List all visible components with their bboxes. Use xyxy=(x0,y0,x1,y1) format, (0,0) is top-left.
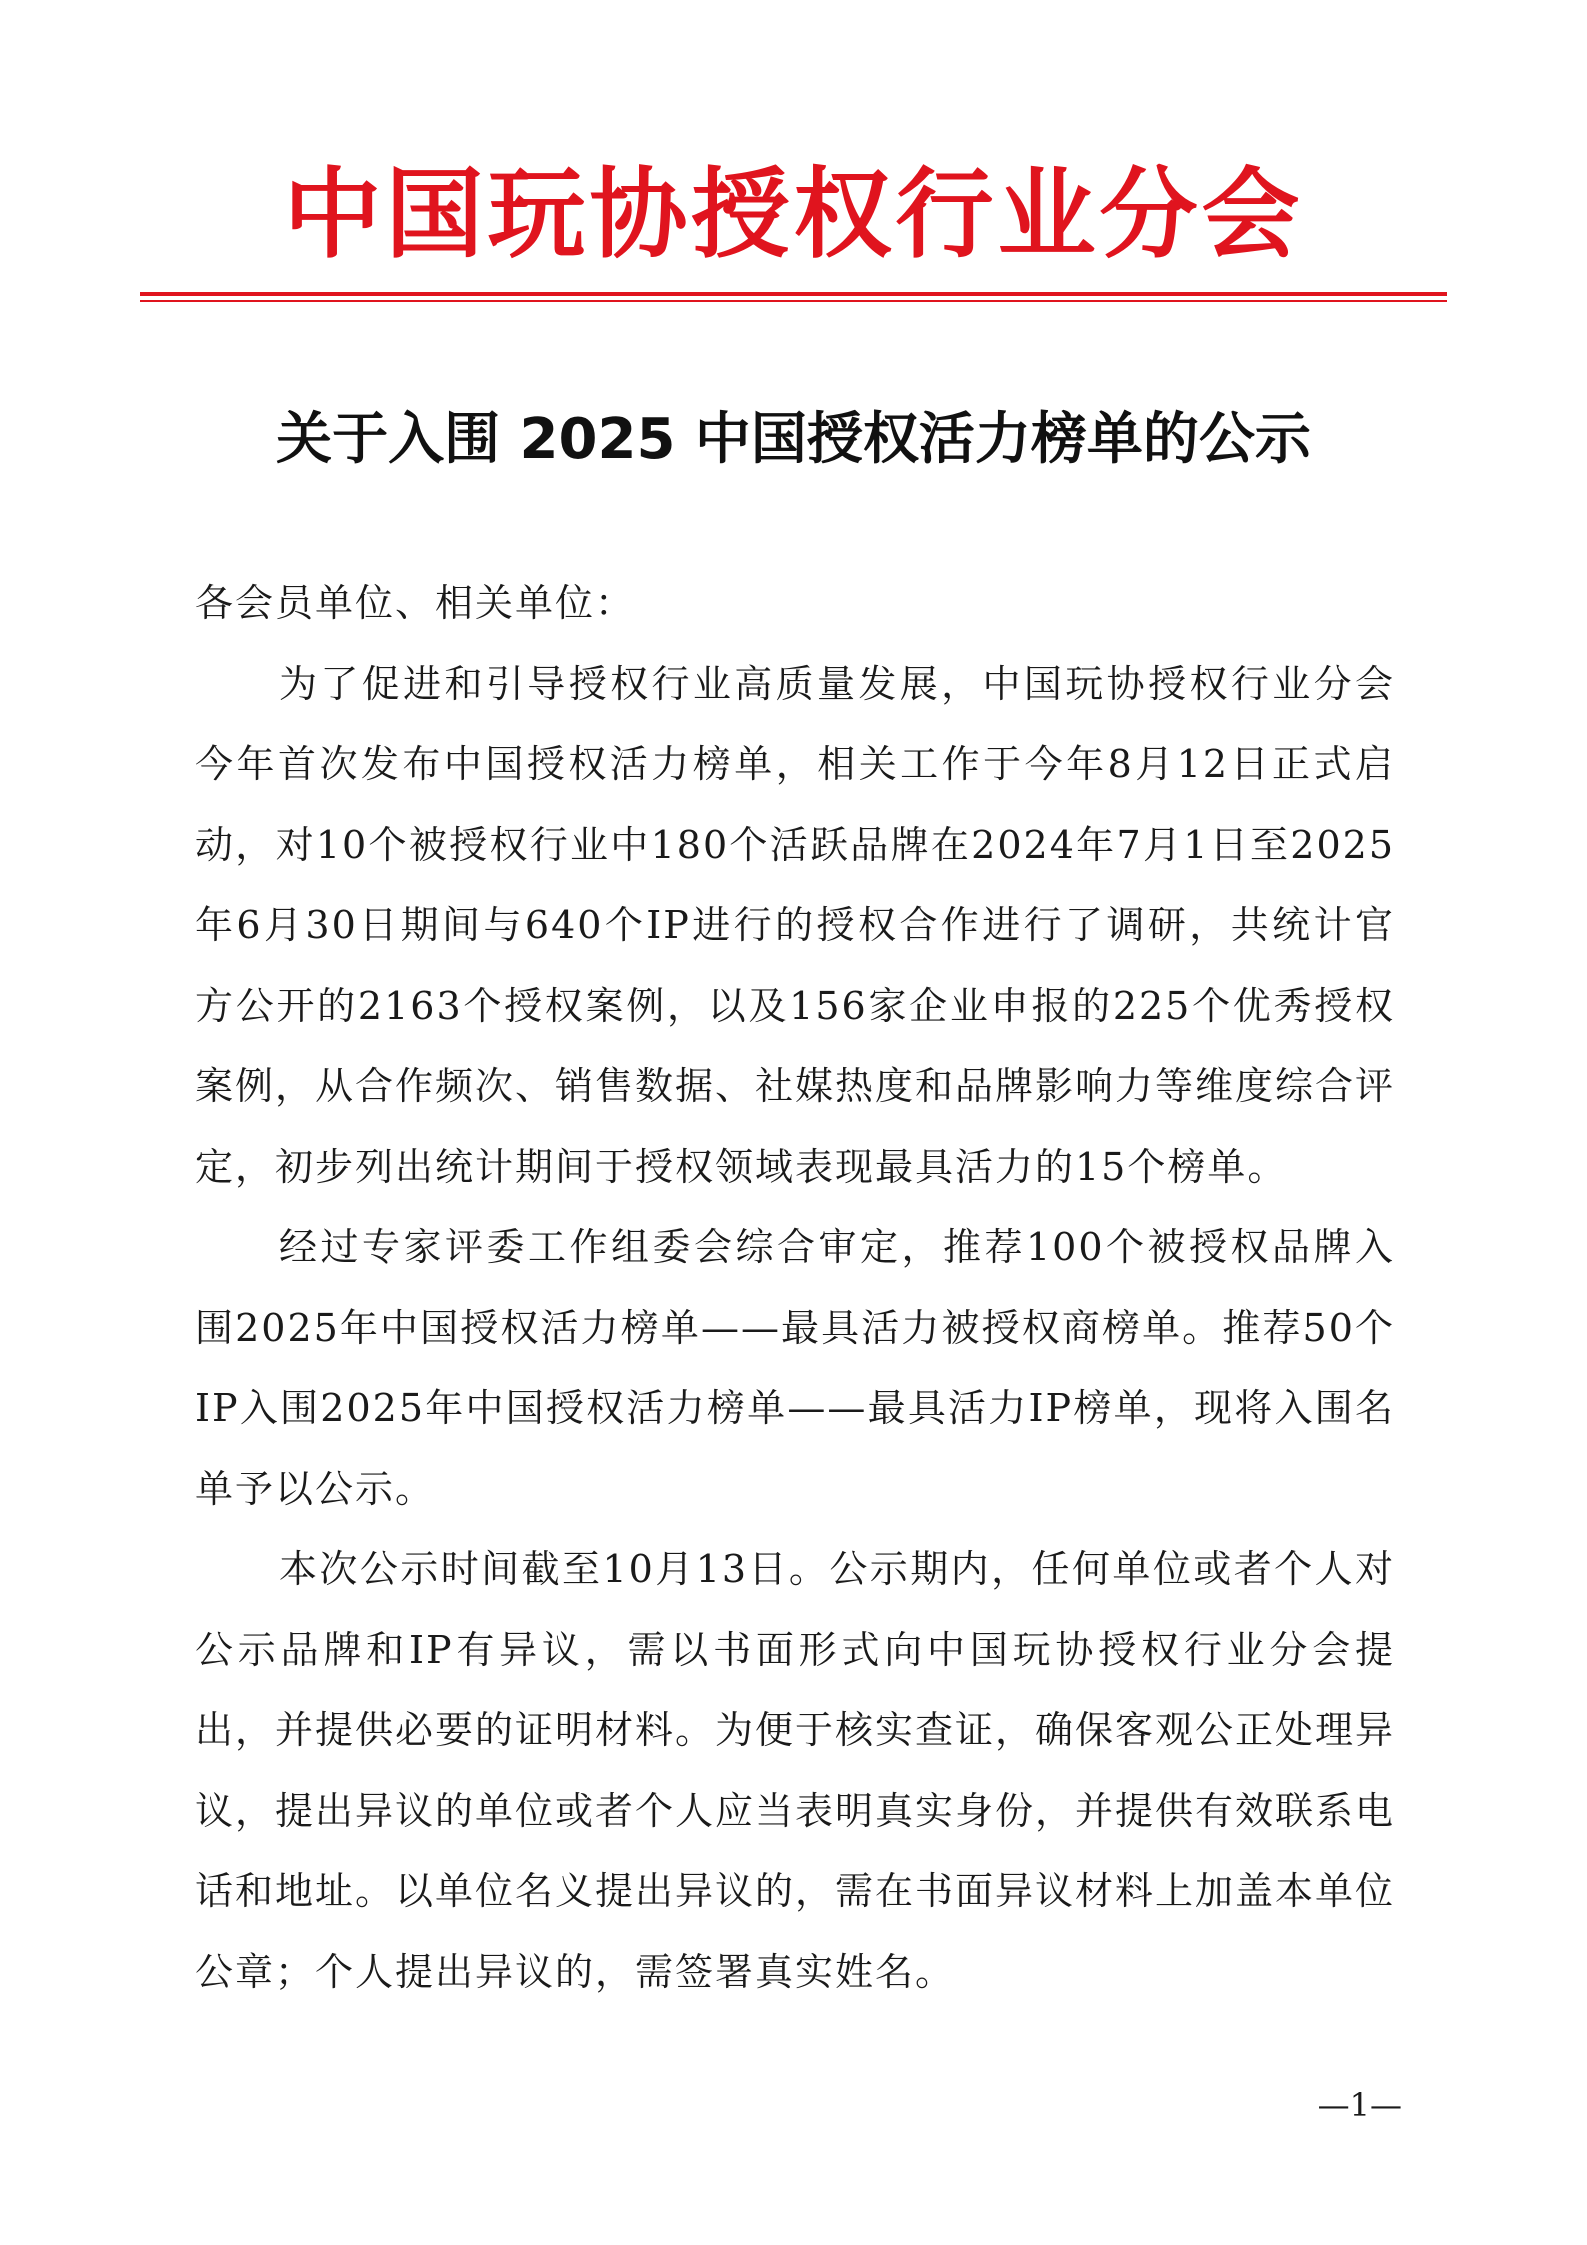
document-body xyxy=(195,563,1395,2012)
salutation: 各会员单位、相关单位： xyxy=(195,581,636,625)
page-number: —1— xyxy=(1317,2086,1402,2124)
letterhead-org-name: 中国玩协授权行业分会 xyxy=(283,158,1304,272)
letterhead-divider-thin xyxy=(140,300,1447,302)
letterhead-divider-thick xyxy=(140,292,1447,296)
document-title: 关于入围 2025 中国授权活力榜单的公示 xyxy=(276,407,1311,472)
paragraph-1: 为了促进和引导授权行业高质量发展，中国玩协授权行业分会今年首次发布中国授权活力榜单，相关工作于今年8月12日正式启动，对10个被授权行业中180个活跃品牌在2024年7月1日至2025年6月30日期间与640个IP进行的授权合作进行了调研，共统计官方公开的2163个授权案例，以及156家企业申报的225个优秀授权案例，从合作频次、销售数据、社媒热度和品牌影响力等维度综合评定，初步列出统计期间于授权领域表现最具活力的15个榜单。 xyxy=(195,661,1396,1189)
paragraph-3: 本次公示时间截至10月13日。公示期内，任何单位或者个人对公示品牌和IP有异议，需以书面形式向中国玩协授权行业分会提出，并提供必要的证明材料。为便于核实查证，确保客观公正处理异议，提出异议的单位或者个人应当表明真实身份，并提供有效联系电话和地址。以单位名义提出异议的，需在书面异议材料上加盖本单位公章；个人提出异议的，需签署真实姓名。 xyxy=(195,1547,1396,1994)
paragraph-2: 经过专家评委工作组委会综合审定，推荐100个被授权品牌入围2025年中国授权活力榜单——最具活力被授权商榜单。推荐50个IP入围2025年中国授权活力榜单——最具活力IP榜单，现将入围名单予以公示。 xyxy=(195,1225,1395,1511)
